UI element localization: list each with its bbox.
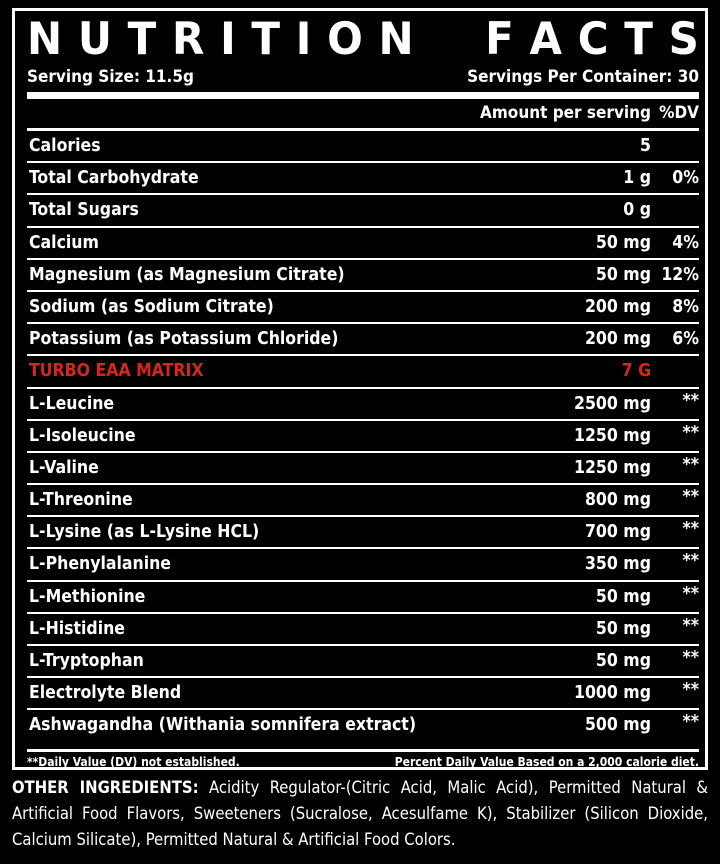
nutrient-row [27, 678, 699, 710]
nutrient-dv: 12% [661, 264, 699, 285]
nutrient-amount: 1250 mg [574, 457, 651, 478]
nutrient-dv: ** [682, 648, 699, 668]
nutrient-dv: ** [682, 680, 699, 701]
title-letter: U [77, 12, 112, 65]
nutrient-name: Total Carbohydrate [29, 168, 199, 189]
title-letter: F [485, 12, 514, 65]
nutrient-row [27, 195, 699, 227]
title-letter: T [624, 12, 653, 65]
serving-info [27, 65, 699, 89]
nutrient-name: Calcium [29, 232, 99, 253]
nutrient-dv: ** [682, 422, 699, 443]
title-letter: I [220, 12, 236, 65]
title-letter: N [378, 12, 414, 65]
nutrient-row [27, 646, 699, 678]
nutrient-rows [27, 131, 699, 741]
nutrient-dv: 0% [672, 168, 699, 189]
nutrient-row [27, 485, 699, 517]
title-letter: T [127, 12, 157, 65]
title-letter: R [172, 12, 205, 65]
nutrient-amount: 200 mg [584, 296, 651, 317]
nutrient-name: L-Phenylalanine [29, 554, 171, 575]
nutrient-row [27, 260, 699, 292]
nutrient-row [27, 131, 699, 163]
nutrient-dv: ** [682, 551, 699, 572]
nutrient-name: TURBO EAA MATRIX [29, 361, 204, 382]
nutrient-amount: 50 mg [595, 232, 651, 253]
nutrient-amount: 800 mg [584, 490, 651, 511]
nutrient-row [27, 421, 699, 453]
nutrient-name: L-Threonine [29, 490, 133, 511]
nutrient-dv: ** [682, 454, 699, 475]
title-letter: N [27, 12, 63, 65]
nutrient-row [27, 292, 699, 324]
title-letter: S [668, 12, 699, 65]
nutrient-amount: 5 [640, 136, 651, 156]
nutrient-name: Total Sugars [29, 200, 139, 221]
nutrient-name: L-Valine [29, 457, 99, 478]
nutrient-name: Calories [29, 136, 101, 156]
nutrient-row [27, 614, 699, 646]
nutrient-dv: 8% [672, 296, 699, 317]
nutrient-name: L-Lysine (as L-Lysine HCL) [29, 522, 260, 543]
nutrient-name: L-Leucine [29, 393, 115, 414]
nutrient-name: L-Methionine [29, 586, 146, 607]
nutrient-row [27, 389, 699, 421]
nutrient-amount: 500 mg [584, 715, 651, 736]
nutrient-amount: 50 mg [595, 651, 651, 671]
title-letter: A [529, 12, 563, 65]
nutrient-row [27, 228, 699, 260]
nutrition-facts-panel [12, 8, 708, 770]
nutrient-row [27, 324, 699, 356]
nutrient-amount: 350 mg [584, 554, 651, 575]
percent-dv-note: Percent Daily Value Based on a 2,000 calorie diet. [394, 755, 699, 769]
column-header [27, 99, 699, 129]
nutrient-dv: ** [682, 487, 699, 508]
nutrient-name: L-Tryptophan [29, 651, 144, 671]
nutrient-amount: 1250 mg [574, 425, 651, 446]
amount-per-serving-header: Amount per serving [480, 103, 651, 123]
nutrient-amount: 200 mg [584, 329, 651, 350]
nutrient-row [27, 453, 699, 485]
nutrient-amount: 7 G [621, 361, 651, 382]
other-ingredients-label: OTHER INGREDIENTS: [12, 778, 199, 797]
nutrient-dv: ** [682, 583, 699, 604]
nutrient-dv: ** [682, 615, 699, 636]
nutrient-amount: 700 mg [584, 522, 651, 543]
nutrient-row [27, 163, 699, 195]
nutrient-dv: 6% [672, 329, 699, 350]
serving-size: Serving Size: 11.5g [27, 67, 194, 87]
nutrient-name: L-Isoleucine [29, 425, 136, 446]
nutrition-facts-title [27, 13, 699, 65]
nutrient-row [27, 517, 699, 549]
nutrient-name: Magnesium (as Magnesium Citrate) [29, 264, 345, 285]
nutrient-name: L-Histidine [29, 618, 125, 639]
nutrient-dv: ** [682, 519, 699, 540]
nutrient-name: Ashwagandha (Withania somnifera extract) [29, 715, 417, 736]
nutrient-amount: 50 mg [595, 264, 651, 285]
nutrient-dv: ** [682, 390, 699, 411]
nutrient-amount: 50 mg [595, 618, 651, 639]
other-ingredients [12, 775, 708, 853]
thick-divider [27, 92, 699, 99]
nutrient-amount: 50 mg [595, 586, 651, 607]
nutrient-amount: 0 g [623, 200, 651, 221]
nutrient-row [27, 710, 699, 740]
nutrient-row [27, 549, 699, 581]
other-ingredients-text: Acidity Regulator-(Citric Acid, Malic Acid), Permitted Natural & Artificial Food Flavors, Sweeteners (Sucralose, Acesulfame K), Stabilizer (Silicon Dioxide, Calcium Silicate), Permitted Natural & Artificial Food Colors. [12, 778, 708, 849]
nutrient-name: Sodium (as Sodium Citrate) [29, 296, 274, 317]
nutrient-dv: ** [682, 712, 699, 733]
nutrient-dv: 4% [672, 232, 699, 253]
title-letter: T [251, 12, 281, 65]
dv-not-established-note: **Daily Value (DV) not established. [27, 755, 240, 769]
servings-per-container: Servings Per Container: 30 [467, 67, 699, 87]
nutrient-row [27, 582, 699, 614]
nutrient-amount: 1 g [623, 168, 651, 189]
footnotes [27, 752, 699, 772]
dv-header: %DV [659, 103, 699, 123]
nutrient-name: Electrolyte Blend [29, 683, 182, 704]
title-letter: I [295, 12, 312, 65]
nutrient-name: Potassium (as Potassium Chloride) [29, 329, 339, 350]
title-letter: O [327, 12, 363, 65]
title-letter: C [577, 12, 609, 65]
nutrient-row [27, 356, 699, 388]
nutrient-amount: 2500 mg [574, 393, 651, 414]
nutrient-amount: 1000 mg [574, 683, 651, 704]
